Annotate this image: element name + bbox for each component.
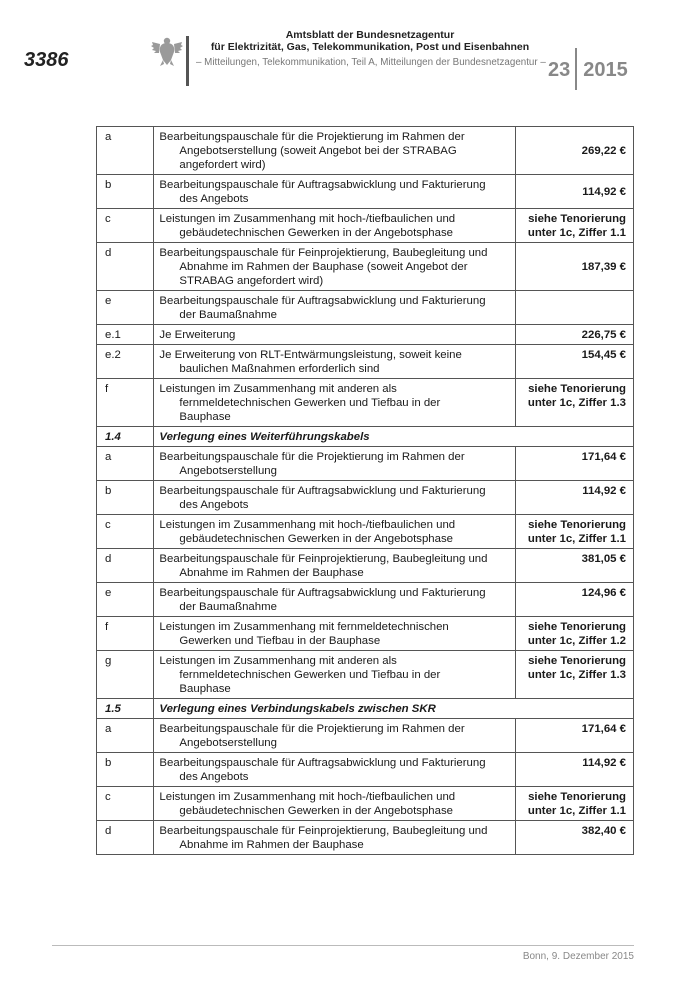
fee-row xyxy=(97,127,634,175)
fee-amount xyxy=(516,243,634,291)
issue-year: 2015 xyxy=(583,59,628,81)
fee-amount-line: 269,22 € xyxy=(581,145,626,157)
fee-description-line: Bauphase xyxy=(179,411,231,423)
fee-amount-line: siehe Tenorierung xyxy=(528,791,626,803)
fee-description-line: gebäudetechnischen Gewerken in der Angebotsphase xyxy=(179,227,453,239)
fee-row xyxy=(97,447,634,481)
fee-row xyxy=(97,821,634,855)
fee-description xyxy=(154,515,516,549)
fee-description xyxy=(154,617,516,651)
fee-item-id: f xyxy=(97,379,154,427)
fee-description-line: Bearbeitungspauschale für Auftragsabwicklung und Fakturierung xyxy=(159,587,486,599)
fee-amount-line: siehe Tenorierung xyxy=(528,655,626,667)
page-number: 3386 xyxy=(24,49,69,71)
fee-amount xyxy=(516,127,634,175)
fee-row xyxy=(97,583,634,617)
fee-amount xyxy=(516,379,634,427)
fee-item-id: a xyxy=(97,447,154,481)
footer-rule xyxy=(52,945,634,946)
fee-description xyxy=(154,127,516,175)
fee-item-id: f xyxy=(97,617,154,651)
fee-item-id: d xyxy=(97,821,154,855)
fee-description-line: Je Erweiterung xyxy=(159,329,236,341)
fee-description xyxy=(154,787,516,821)
fee-description xyxy=(154,447,516,481)
fee-amount xyxy=(516,481,634,515)
fee-description-line: Leistungen im Zusammenhang mit fernmeldetechnischen xyxy=(159,621,449,633)
fee-amount-line: unter 1c, Ziffer 1.1 xyxy=(527,805,626,817)
fee-item-id: e xyxy=(97,583,154,617)
fee-description xyxy=(154,549,516,583)
fee-item-id: e.1 xyxy=(97,325,154,345)
fee-row xyxy=(97,651,634,699)
fee-description-line: Bearbeitungspauschale für die Projektierung im Rahmen der xyxy=(159,131,465,143)
fee-amount-line: 381,05 € xyxy=(581,553,626,565)
fee-amount xyxy=(516,617,634,651)
issue-separator xyxy=(575,48,577,90)
fee-amount-line: unter 1c, Ziffer 1.2 xyxy=(527,635,626,647)
gazette-title-line1: Amtsblatt der Bundesnetzagentur xyxy=(285,29,455,41)
fee-description-line: Abnahme im Rahmen der Bauphase xyxy=(179,839,364,851)
fee-amount-line: unter 1c, Ziffer 1.1 xyxy=(527,227,626,239)
fee-row xyxy=(97,549,634,583)
fee-amount-line: 114,92 € xyxy=(582,757,626,769)
fee-description xyxy=(154,481,516,515)
fee-amount-line: 154,45 € xyxy=(581,349,626,361)
fee-description-line: der Baumaßnahme xyxy=(179,601,277,613)
fee-amount xyxy=(516,821,634,855)
fee-description-line: fernmeldetechnischen Gewerken und Tiefbau in der xyxy=(179,397,441,409)
section-title: Verlegung eines Weiterführungskabels xyxy=(154,427,634,447)
fee-description-line: der Baumaßnahme xyxy=(179,309,277,321)
fee-amount xyxy=(516,515,634,549)
fee-amount-line: 124,96 € xyxy=(581,587,626,599)
fee-amount-line: 114,92 € xyxy=(582,485,626,497)
fee-item-id: a xyxy=(97,719,154,753)
fee-amount-line: unter 1c, Ziffer 1.3 xyxy=(527,669,626,681)
fee-amount xyxy=(516,209,634,243)
fee-description-line: fernmeldetechnischen Gewerken und Tiefbau in der xyxy=(179,669,441,681)
fee-amount xyxy=(516,583,634,617)
fee-table xyxy=(96,126,634,855)
fee-description-line: STRABAG angefordert wird) xyxy=(179,275,324,287)
fee-description-line: Bearbeitungspauschale für Auftragsabwicklung und Fakturierung xyxy=(159,295,486,307)
fee-description-line: angefordert wird) xyxy=(179,159,266,171)
fee-description-line: gebäudetechnischen Gewerken in der Angebotsphase xyxy=(179,805,453,817)
fee-description-line: des Angebots xyxy=(179,771,249,783)
section-heading-row xyxy=(97,699,634,719)
fee-description-line: Bearbeitungspauschale für Feinprojektierung, Baubegleitung und xyxy=(159,247,488,259)
fee-description-line: Leistungen im Zusammenhang mit anderen als xyxy=(159,383,397,395)
fee-amount xyxy=(516,325,634,345)
fee-row xyxy=(97,291,634,325)
fee-description-line: gebäudetechnischen Gewerken in der Angebotsphase xyxy=(179,533,453,545)
fee-description-line: Bearbeitungspauschale für Auftragsabwicklung und Fakturierung xyxy=(159,485,486,497)
section-number: 1.5 xyxy=(97,699,154,719)
fee-amount-line: 226,75 € xyxy=(581,329,626,341)
fee-description-line: baulichen Maßnahmen erforderlich sind xyxy=(179,363,380,375)
fee-row xyxy=(97,209,634,243)
fee-amount-line: siehe Tenorierung xyxy=(528,519,626,531)
fee-description xyxy=(154,651,516,699)
fee-description-line: des Angebots xyxy=(179,193,249,205)
fee-description xyxy=(154,325,516,345)
fee-description xyxy=(154,291,516,325)
fee-row xyxy=(97,753,634,787)
fee-description-line: Angebotserstellung xyxy=(179,465,277,477)
fee-description-line: Gewerken und Tiefbau in der Bauphase xyxy=(179,635,381,647)
fee-row xyxy=(97,481,634,515)
gazette-title-line2: für Elektrizität, Gas, Telekommunikation, Post und Eisenbahnen xyxy=(210,41,530,53)
fee-row xyxy=(97,325,634,345)
fee-description-line: Bearbeitungspauschale für Feinprojektierung, Baubegleitung und xyxy=(159,825,488,837)
fee-row xyxy=(97,787,634,821)
fee-description-line: Bearbeitungspauschale für Auftragsabwicklung und Fakturierung xyxy=(159,179,486,191)
federal-eagle-icon xyxy=(150,34,184,68)
fee-row xyxy=(97,719,634,753)
fee-row xyxy=(97,243,634,291)
fee-description-line: Bearbeitungspauschale für die Projektierung im Rahmen der xyxy=(159,451,465,463)
section-title: Verlegung eines Verbindungskabels zwischen SKR xyxy=(154,699,634,719)
fee-description xyxy=(154,175,516,209)
fee-description-line: Leistungen im Zusammenhang mit anderen als xyxy=(159,655,397,667)
fee-amount-line: 171,64 € xyxy=(581,723,626,735)
fee-description-line: Leistungen im Zusammenhang mit hoch-/tiefbaulichen und xyxy=(159,519,456,531)
header-divider-bar xyxy=(186,36,189,86)
fee-item-id: d xyxy=(97,243,154,291)
fee-item-id: e xyxy=(97,291,154,325)
fee-description-line: Leistungen im Zusammenhang mit hoch-/tiefbaulichen und xyxy=(159,213,456,225)
fee-item-id: b xyxy=(97,175,154,209)
fee-row xyxy=(97,617,634,651)
fee-amount-line: unter 1c, Ziffer 1.3 xyxy=(527,397,626,409)
fee-amount xyxy=(516,291,634,325)
fee-description-line: Bearbeitungspauschale für Feinprojektierung, Baubegleitung und xyxy=(159,553,488,565)
fee-amount-line: 114,92 € xyxy=(582,186,626,198)
fee-description xyxy=(154,345,516,379)
fee-description-line: Leistungen im Zusammenhang mit hoch-/tiefbaulichen und xyxy=(159,791,456,803)
fee-description xyxy=(154,719,516,753)
fee-description-line: Angebotserstellung xyxy=(179,737,277,749)
fee-description-line: Abnahme im Rahmen der Bauphase xyxy=(179,567,364,579)
fee-item-id: e.2 xyxy=(97,345,154,379)
fee-amount xyxy=(516,753,634,787)
fee-description-line: Bauphase xyxy=(179,683,231,695)
fee-amount xyxy=(516,651,634,699)
fee-description-line: des Angebots xyxy=(179,499,249,511)
fee-amount-line: unter 1c, Ziffer 1.1 xyxy=(527,533,626,545)
fee-item-id: c xyxy=(97,515,154,549)
fee-description xyxy=(154,821,516,855)
fee-amount xyxy=(516,345,634,379)
fee-item-id: b xyxy=(97,481,154,515)
fee-row xyxy=(97,379,634,427)
fee-amount-line: 187,39 € xyxy=(581,261,626,273)
section-heading-row xyxy=(97,427,634,447)
fee-item-id: c xyxy=(97,787,154,821)
fee-amount xyxy=(516,447,634,481)
fee-item-id: b xyxy=(97,753,154,787)
issue-number: 23 xyxy=(548,59,571,81)
fee-description-line: Abnahme im Rahmen der Bauphase (soweit Angebot der xyxy=(179,261,468,273)
fee-amount-line: 171,64 € xyxy=(581,451,626,463)
fee-row xyxy=(97,515,634,549)
footer-place-date: Bonn, 9. Dezember 2015 xyxy=(522,951,634,962)
issue-label xyxy=(548,48,628,90)
section-number: 1.4 xyxy=(97,427,154,447)
fee-amount xyxy=(516,719,634,753)
fee-description-line: Bearbeitungspauschale für Auftragsabwicklung und Fakturierung xyxy=(159,757,486,769)
fee-item-id: d xyxy=(97,549,154,583)
gazette-subtitle: – Mitteilungen, Telekommunikation, Teil A, Mitteilungen der Bundesnetzagentur – xyxy=(196,57,546,68)
fee-description-line: Je Erweiterung von RLT-Entwärmungsleistung, soweit keine xyxy=(159,349,462,361)
fee-description xyxy=(154,209,516,243)
fee-description-line: Bearbeitungspauschale für die Projektierung im Rahmen der xyxy=(159,723,465,735)
fee-item-id: c xyxy=(97,209,154,243)
fee-amount xyxy=(516,175,634,209)
fee-amount-line: 382,40 € xyxy=(581,825,626,837)
fee-amount-line: siehe Tenorierung xyxy=(528,383,626,395)
fee-row xyxy=(97,345,634,379)
fee-amount xyxy=(516,787,634,821)
fee-amount xyxy=(516,549,634,583)
fee-item-id: a xyxy=(97,127,154,175)
fee-description xyxy=(154,243,516,291)
fee-row xyxy=(97,175,634,209)
fee-item-id: g xyxy=(97,651,154,699)
fee-description xyxy=(154,583,516,617)
fee-amount-line: siehe Tenorierung xyxy=(528,213,626,225)
fee-amount-line: siehe Tenorierung xyxy=(528,621,626,633)
fee-description xyxy=(154,753,516,787)
fee-description xyxy=(154,379,516,427)
gazette-title xyxy=(190,29,550,53)
fee-description-line: Angebotserstellung (soweit Angebot bei der STRABAG xyxy=(179,145,457,157)
